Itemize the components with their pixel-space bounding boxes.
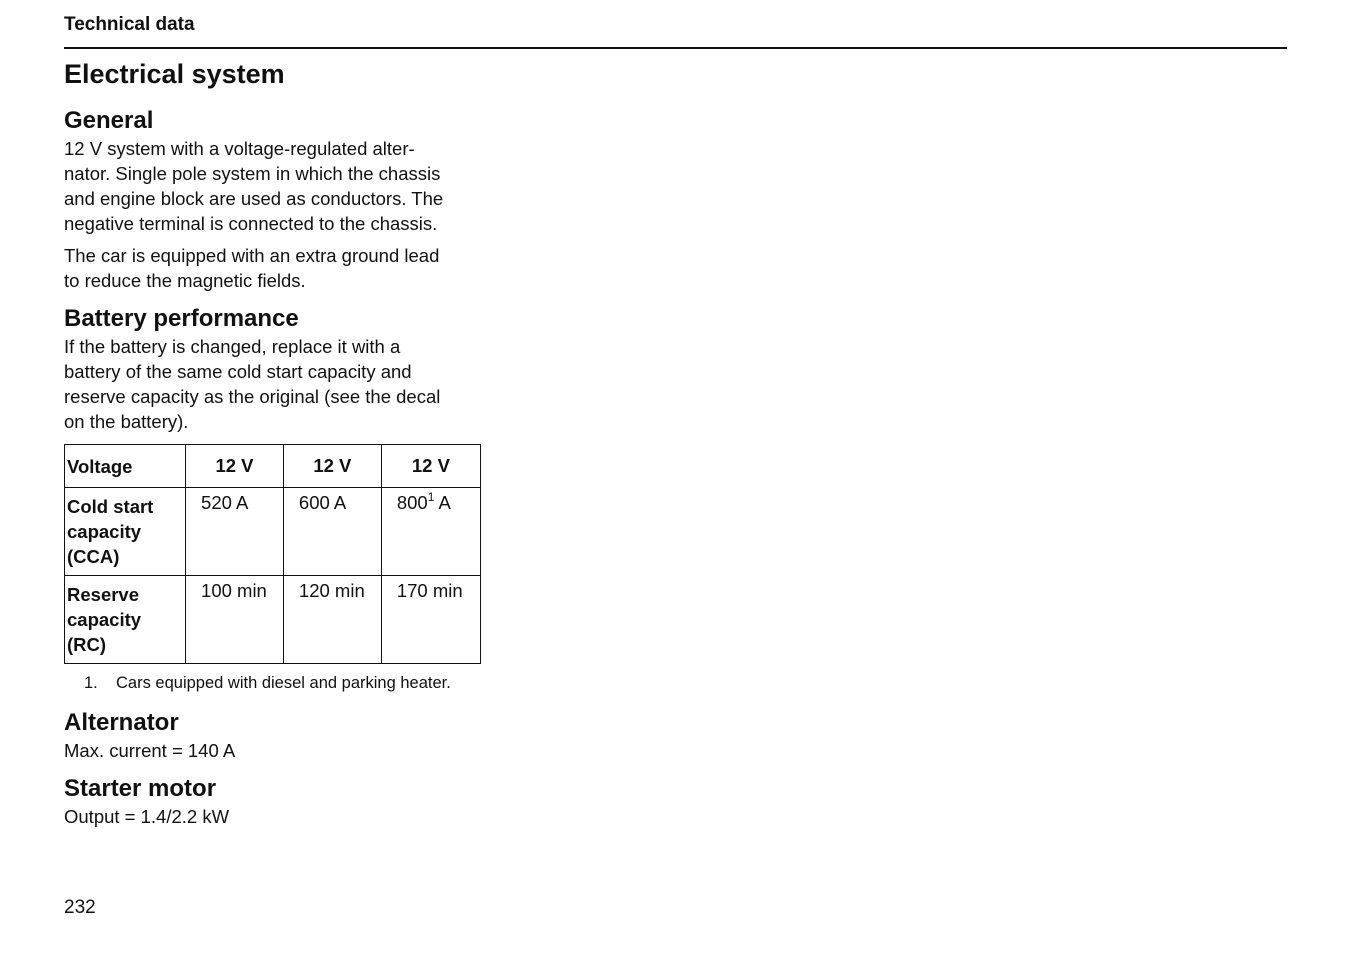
page-number: 232 — [64, 897, 96, 918]
starter-heading: Starter motor — [64, 775, 217, 802]
general-paragraph-1: 12 V system with a voltage-regulated alter-nator. Single pole system in which the chassis and engine block are used as conductors. The negative terminal is connected to the chassis. — [64, 138, 444, 234]
content-column — [64, 56, 484, 829]
table-row — [65, 488, 481, 576]
table-header-row — [65, 445, 481, 488]
starter-text: Output = 1.4/2.2 kW — [64, 806, 230, 827]
rc-value-3: 170 min — [381, 576, 480, 664]
cca-label: Cold start capacity (CCA) — [65, 488, 186, 576]
footnote-number: 1. — [84, 674, 98, 692]
voltage-label: Voltage — [65, 445, 186, 488]
cca-value-3-number: 800 — [396, 492, 428, 513]
voltage-col-2: 12 V — [283, 445, 381, 488]
running-head: Technical data — [64, 14, 195, 35]
header-rule — [64, 47, 1287, 49]
battery-spec-table — [64, 444, 481, 664]
general-paragraph-2: The car is equipped with an extra ground lead to reduce the magnetic fields. — [64, 245, 440, 291]
rc-value-2: 120 min — [283, 576, 381, 664]
voltage-col-3: 12 V — [381, 445, 480, 488]
alternator-text: Max. current = 140 A — [64, 740, 236, 761]
cca-value-3-unit: A — [438, 492, 451, 513]
battery-heading: Battery performance — [64, 305, 299, 332]
table-footnote — [84, 672, 484, 694]
alternator-heading: Alternator — [64, 709, 179, 736]
rc-label: Reserve capacity (RC) — [65, 576, 186, 664]
voltage-col-1: 12 V — [186, 445, 284, 488]
cca-value-2: 600 A — [283, 488, 381, 576]
general-heading: General — [64, 107, 154, 134]
footnote-marker: 1 — [427, 490, 435, 504]
cca-value-3 — [381, 488, 480, 576]
footnote-text: Cars equipped with diesel and parking heater. — [116, 674, 451, 692]
table-row — [65, 576, 481, 664]
rc-value-1: 100 min — [186, 576, 284, 664]
page-title: Electrical system — [64, 59, 285, 89]
cca-value-1: 520 A — [186, 488, 284, 576]
battery-paragraph: If the battery is changed, replace it with a battery of the same cold start capacity and reserve capacity as the original (see the decal on the battery). — [64, 336, 441, 432]
